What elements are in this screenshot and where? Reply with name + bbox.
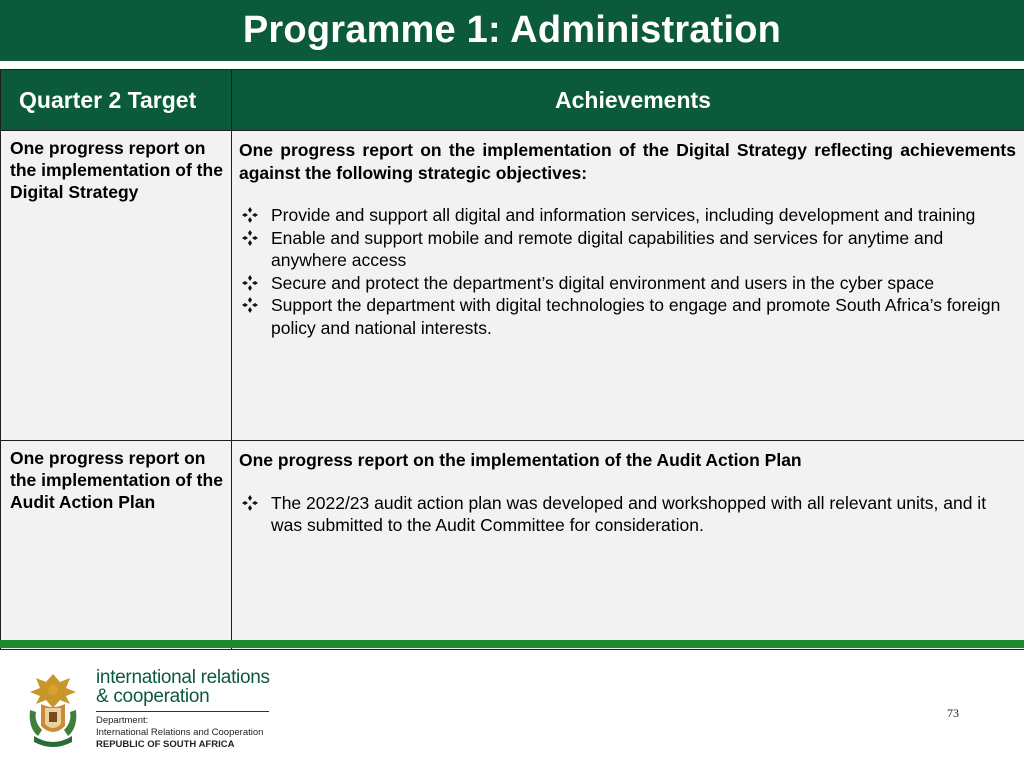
table-header-row (1, 70, 1024, 131)
target-cell: One progress report on the implementation of the Digital Strategy (1, 131, 232, 441)
diamond-bullet-icon (242, 297, 258, 313)
table-row (1, 441, 1024, 650)
bullet-text: Secure and protect the department’s digital environment and users in the cyber space (271, 272, 935, 293)
list-item (239, 227, 1016, 272)
brand-rule (96, 711, 269, 712)
table-row (1, 131, 1024, 441)
list-item (239, 204, 1016, 227)
bullet-text: Provide and support all digital and information services, including development and training (271, 205, 976, 225)
title-bar (0, 0, 1024, 61)
header-achievements: Achievements (232, 70, 1024, 131)
header-target: Quarter 2 Target (1, 70, 232, 131)
footer (0, 660, 1024, 768)
coat-of-arms-icon (22, 670, 84, 750)
page-number: 73 (947, 706, 959, 720)
department-name: International Relations and Cooperation (96, 727, 264, 738)
achievement-lead: One progress report on the implementation of the Audit Action Plan (239, 450, 802, 470)
achievement-list (239, 204, 1016, 339)
bullet-text: Enable and support mobile and remote digital capabilities and services for anytime and anywhere access (271, 227, 944, 270)
diamond-bullet-icon (242, 207, 258, 223)
achievements-cell (232, 441, 1024, 650)
bullet-text: Support the department with digital technologies to engage and promote South Africa’s foreign policy and national interests. (271, 295, 1001, 338)
slide-title: Programme 1: Administration (242, 9, 782, 51)
department-label: Department: (96, 715, 149, 726)
diamond-bullet-icon (242, 495, 258, 511)
list-item (239, 492, 1016, 537)
brand-line2: & cooperation (96, 686, 210, 707)
diamond-bullet-icon (242, 230, 258, 246)
achievement-list (239, 492, 1016, 537)
programme-table (0, 69, 1024, 650)
diamond-bullet-icon (242, 275, 258, 291)
brand-line1: international relations (96, 667, 270, 688)
achievement-lead: One progress report on the implementation of the Digital Strategy reflecting achievements against the following strategic objectives: (239, 140, 1016, 183)
bullet-text: The 2022/23 audit action plan was developed and workshopped with all relevant units, and it was submitted to the Audit Committee for consideration. (271, 492, 987, 535)
footer-divider (0, 640, 1024, 648)
country-name: REPUBLIC OF SOUTH AFRICA (96, 739, 235, 750)
list-item (239, 272, 1016, 295)
target-cell: One progress report on the implementation of the Audit Action Plan (1, 441, 232, 650)
achievements-cell (232, 131, 1024, 441)
list-item (239, 294, 1016, 339)
department-brand (96, 668, 270, 751)
